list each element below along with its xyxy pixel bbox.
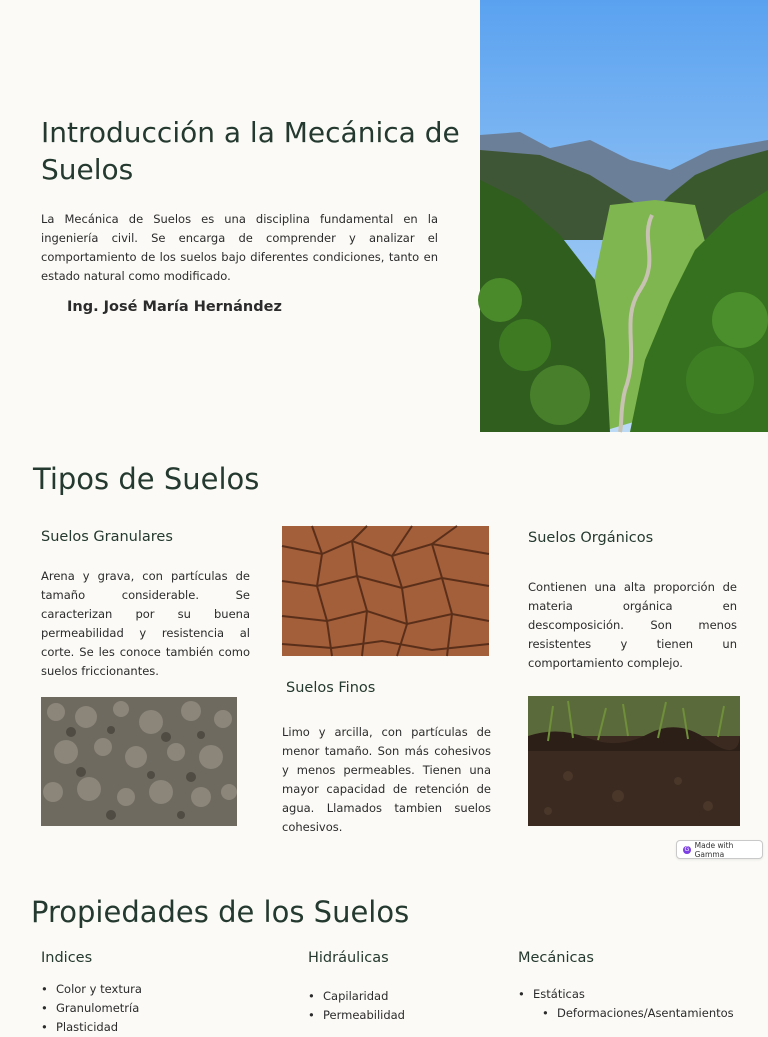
granulares-text: Arena y grava, con partículas de tamaño considerable. Se caracterizan por su buena permeabilidad y resistencia al corte. Se les conoce también como suelos friccionantes. (41, 569, 250, 678)
mountain-valley-image (480, 0, 768, 432)
badge-label: Made with Gamma (694, 840, 734, 859)
indices-list (41, 980, 142, 1037)
mecanicas-title: Mecánicas (518, 950, 594, 966)
list-item: • Permeabilidad (308, 1006, 405, 1025)
made-with-gamma-badge[interactable] (676, 840, 763, 859)
intro-paragraph: La Mecánica de Suelos es una disciplina fundamental en la ingeniería civil. Se encarga de comprender y analizar el comportamiento de los suelos bajo diferentes condiciones, tanto en estado natural como modificado. (41, 212, 438, 283)
cracked-clay-image (282, 526, 489, 656)
finos-text: Limo y arcilla, con partículas de menor tamaño. Son más cohesivos y menos permeables. Tienen una mayor capacidad de retención de agua. Llamados tambien suelos cohesivos. (282, 725, 491, 834)
hidraulicas-list (308, 987, 405, 1025)
finos-title: Suelos Finos (286, 680, 376, 696)
organicos-text: Contienen una alta proporción de materia orgánica en descomposición. Son menos resistentes y tienen un comportamiento complejo. (528, 580, 737, 670)
list-subitem: • Deformaciones/Asentamientos (518, 1004, 734, 1023)
list-item: • Capilaridad (308, 987, 405, 1006)
list-item: • Estáticas (518, 985, 734, 1004)
gravel-image (41, 697, 237, 826)
granulares-title: Suelos Granulares (41, 529, 173, 545)
hidraulicas-title: Hidráulicas (308, 950, 389, 966)
page-title: Introducción a la Mecánica de Suelos (41, 116, 460, 186)
author-name: Ing. José María Hernández (67, 299, 282, 315)
list-item: • Granulometría (41, 999, 142, 1018)
section-title-tipos: Tipos de Suelos (33, 462, 260, 496)
gamma-logo-icon: G (684, 845, 690, 853)
section-title-propiedades: Propiedades de los Suelos (31, 895, 410, 929)
organicos-title: Suelos Orgánicos (528, 530, 654, 546)
list-item: • Color y textura (41, 980, 142, 999)
list-item: • Plasticidad (41, 1018, 142, 1037)
mecanicas-list (518, 985, 734, 1023)
organic-soil-image (528, 696, 740, 826)
indices-title: Indices (41, 950, 93, 966)
